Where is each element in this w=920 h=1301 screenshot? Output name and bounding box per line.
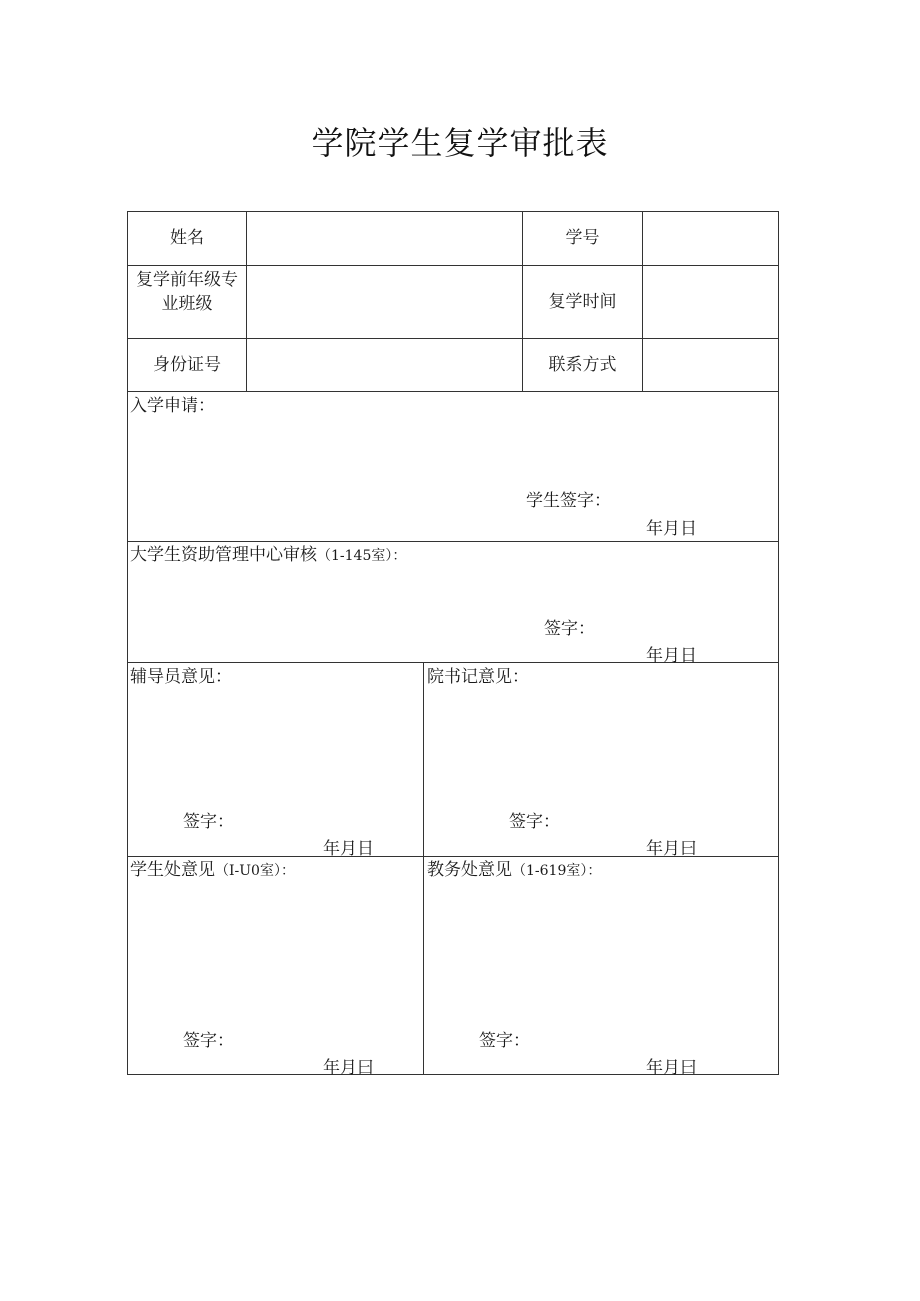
- resume-time-field[interactable]: [643, 266, 778, 338]
- counselor-signature-label: 签字：: [183, 812, 234, 832]
- aid-center-signature-label: 签字：: [544, 619, 595, 639]
- aid-center-room: （1-145室）：: [317, 548, 407, 564]
- student-affairs-room: （I-U0室）：: [215, 863, 295, 879]
- student-affairs-label: [130, 858, 295, 883]
- id-card-field[interactable]: [247, 339, 522, 391]
- academic-affairs-label: [427, 858, 601, 883]
- form-title: 学院学生复学审批表: [311, 124, 609, 162]
- student-id-label: 学号: [565, 228, 600, 248]
- secretary-date: 年月曰: [646, 839, 697, 859]
- contact-field[interactable]: [643, 339, 778, 391]
- secretary-label: 院书记意见：: [427, 667, 529, 687]
- application-signature-label: 学生签字：: [526, 491, 611, 511]
- aid-center-date: 年月日: [646, 646, 697, 666]
- application-date: 年月日: [646, 519, 697, 539]
- name-field[interactable]: [247, 212, 522, 265]
- row-divider: [128, 391, 778, 392]
- class-label-line2: 业班级: [161, 294, 213, 314]
- class-field[interactable]: [247, 266, 522, 338]
- student-affairs-signature-label: 签字：: [183, 1031, 234, 1051]
- academic-affairs-title: 教务处意见: [427, 860, 512, 880]
- student-id-field[interactable]: [643, 212, 778, 265]
- contact-label: 联系方式: [548, 355, 617, 375]
- name-label: 姓名: [170, 228, 204, 248]
- approval-form: [127, 211, 779, 1078]
- application-label: 入学申请：: [130, 396, 215, 416]
- row-divider: [128, 541, 778, 542]
- counselor-date: 年月日: [323, 839, 374, 859]
- class-label-line1: 复学前年级专: [136, 270, 238, 290]
- academic-affairs-signature-label: 签字：: [479, 1031, 530, 1051]
- resume-time-label: 复学时间: [548, 292, 617, 312]
- student-affairs-date: 年月曰: [323, 1058, 374, 1078]
- student-affairs-title: 学生处意见: [130, 860, 215, 880]
- column-divider: [423, 662, 424, 1074]
- counselor-label: 辅导员意见：: [130, 667, 232, 687]
- id-card-label: 身份证号: [153, 355, 221, 375]
- aid-center-title: 大学生资助管理中心审核: [130, 545, 317, 565]
- academic-affairs-room: （1-619室）：: [512, 863, 602, 879]
- secretary-signature-label: 签字：: [509, 812, 560, 832]
- aid-center-label: [130, 543, 406, 568]
- academic-affairs-date: 年月曰: [646, 1058, 697, 1078]
